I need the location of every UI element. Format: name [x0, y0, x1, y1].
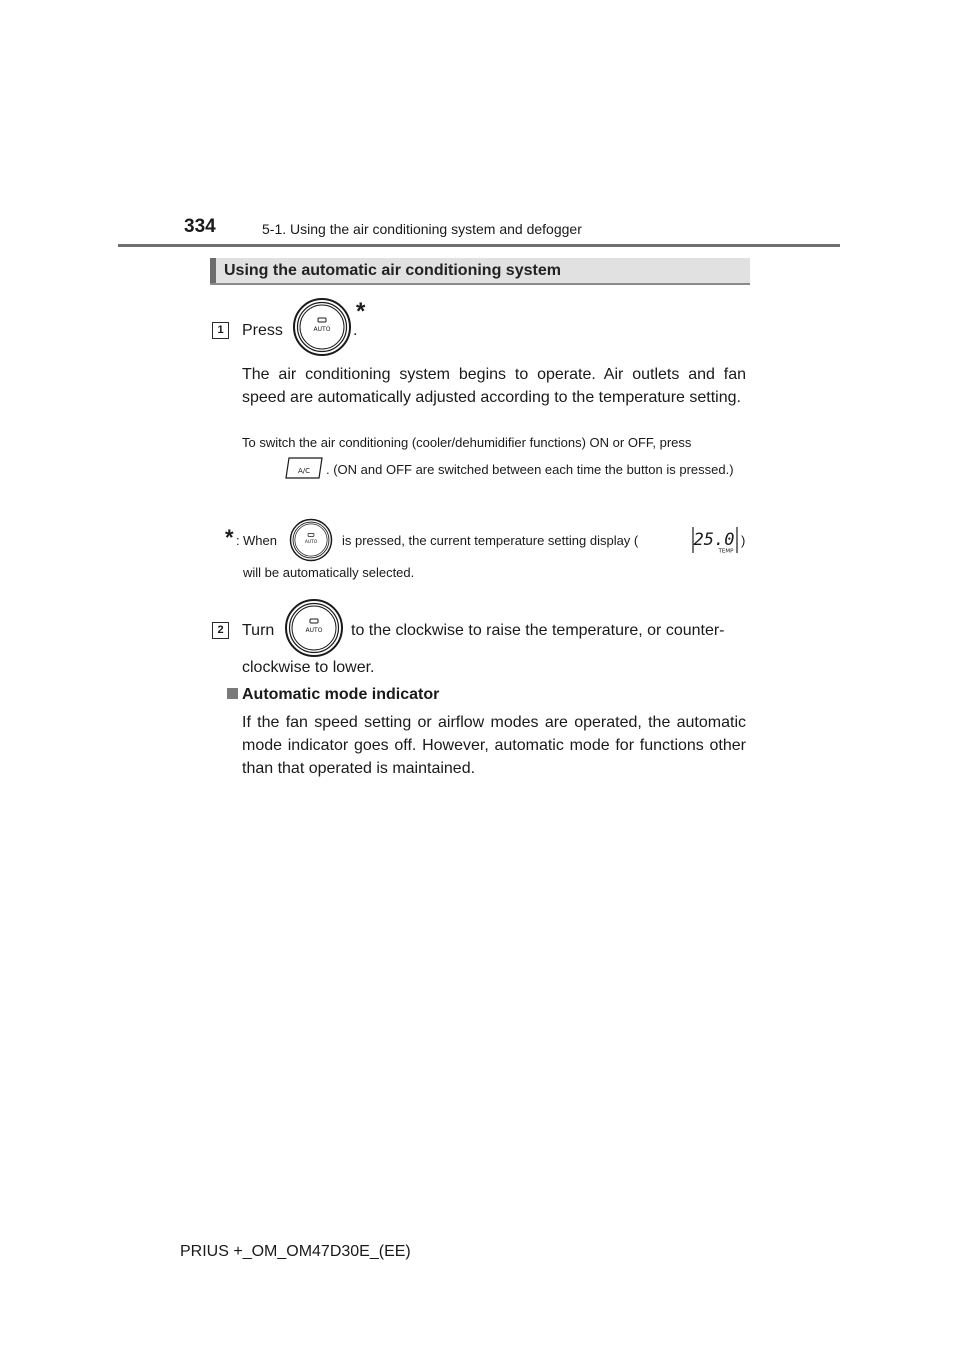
- footnote-close-paren: ): [741, 533, 746, 548]
- auto-knob-label: AUTO: [304, 539, 318, 545]
- temp-display-caption: TEMP: [718, 548, 734, 554]
- auto-knob-label: AUTO: [305, 627, 323, 634]
- auto-mode-title: Automatic mode indicator: [242, 686, 440, 703]
- auto-knob-icon: [289, 518, 333, 562]
- step1-note-line1: [242, 433, 746, 453]
- step-number-2: 2: [212, 622, 229, 639]
- square-bullet-icon: [227, 688, 238, 699]
- footnote-text-mid: is pressed, the current temperature setting display (: [342, 533, 639, 548]
- step1-press-text: Press: [242, 322, 283, 339]
- step1-description: The air conditioning system begins to operate. Air outlets and fan speed are automatically adjusted according to the temperature setting.: [242, 366, 746, 406]
- footnote-asterisk: *: [225, 525, 234, 550]
- note-prefix-text: To switch the air conditioning (cooler/dehumidifier functions) ON or OFF, press: [242, 435, 692, 450]
- temp-display-value: 25.0: [693, 530, 735, 550]
- document-id: PRIUS +_OM_OM47D30E_(EE): [180, 1243, 411, 1260]
- auto-knob-icon: [292, 297, 352, 357]
- ac-button-label: A/C: [297, 467, 311, 475]
- note-suffix-text: . (ON and OFF are switched between each time the button is pressed.): [326, 462, 734, 477]
- asterisk-mark: *: [356, 298, 366, 325]
- auto-knob-icon: [284, 598, 344, 658]
- page-number: 334: [184, 216, 216, 237]
- step2-text-line2: clockwise to lower.: [242, 659, 375, 676]
- auto-mode-description: If the fan speed setting or airflow modes are operated, the automatic mode indicator goes off. However, automatic mode for functions other than that operated is maintained.: [242, 714, 746, 777]
- chapter-title: 5-1. Using the air conditioning system and defogger: [262, 221, 582, 237]
- section-heading-bar: [210, 258, 216, 283]
- step2-turn-text: Turn: [242, 622, 275, 639]
- step2-text-rest: to the clockwise to raise the temperature, or counter-: [351, 622, 725, 639]
- temperature-display-icon: [690, 526, 740, 554]
- footnote-colon: :: [236, 533, 240, 548]
- footnote-when: When: [243, 533, 277, 548]
- step-number-1: 1: [212, 322, 229, 339]
- header-rule: [118, 244, 840, 247]
- footnote-text-end: will be automatically selected.: [243, 565, 415, 580]
- auto-knob-label: AUTO: [313, 326, 331, 333]
- ac-button-icon: [284, 456, 324, 480]
- step1-period: .: [353, 322, 358, 339]
- section-heading: [210, 258, 750, 285]
- auto-mode-heading: [227, 683, 439, 706]
- section-heading-text: Using the automatic air conditioning system: [224, 262, 561, 279]
